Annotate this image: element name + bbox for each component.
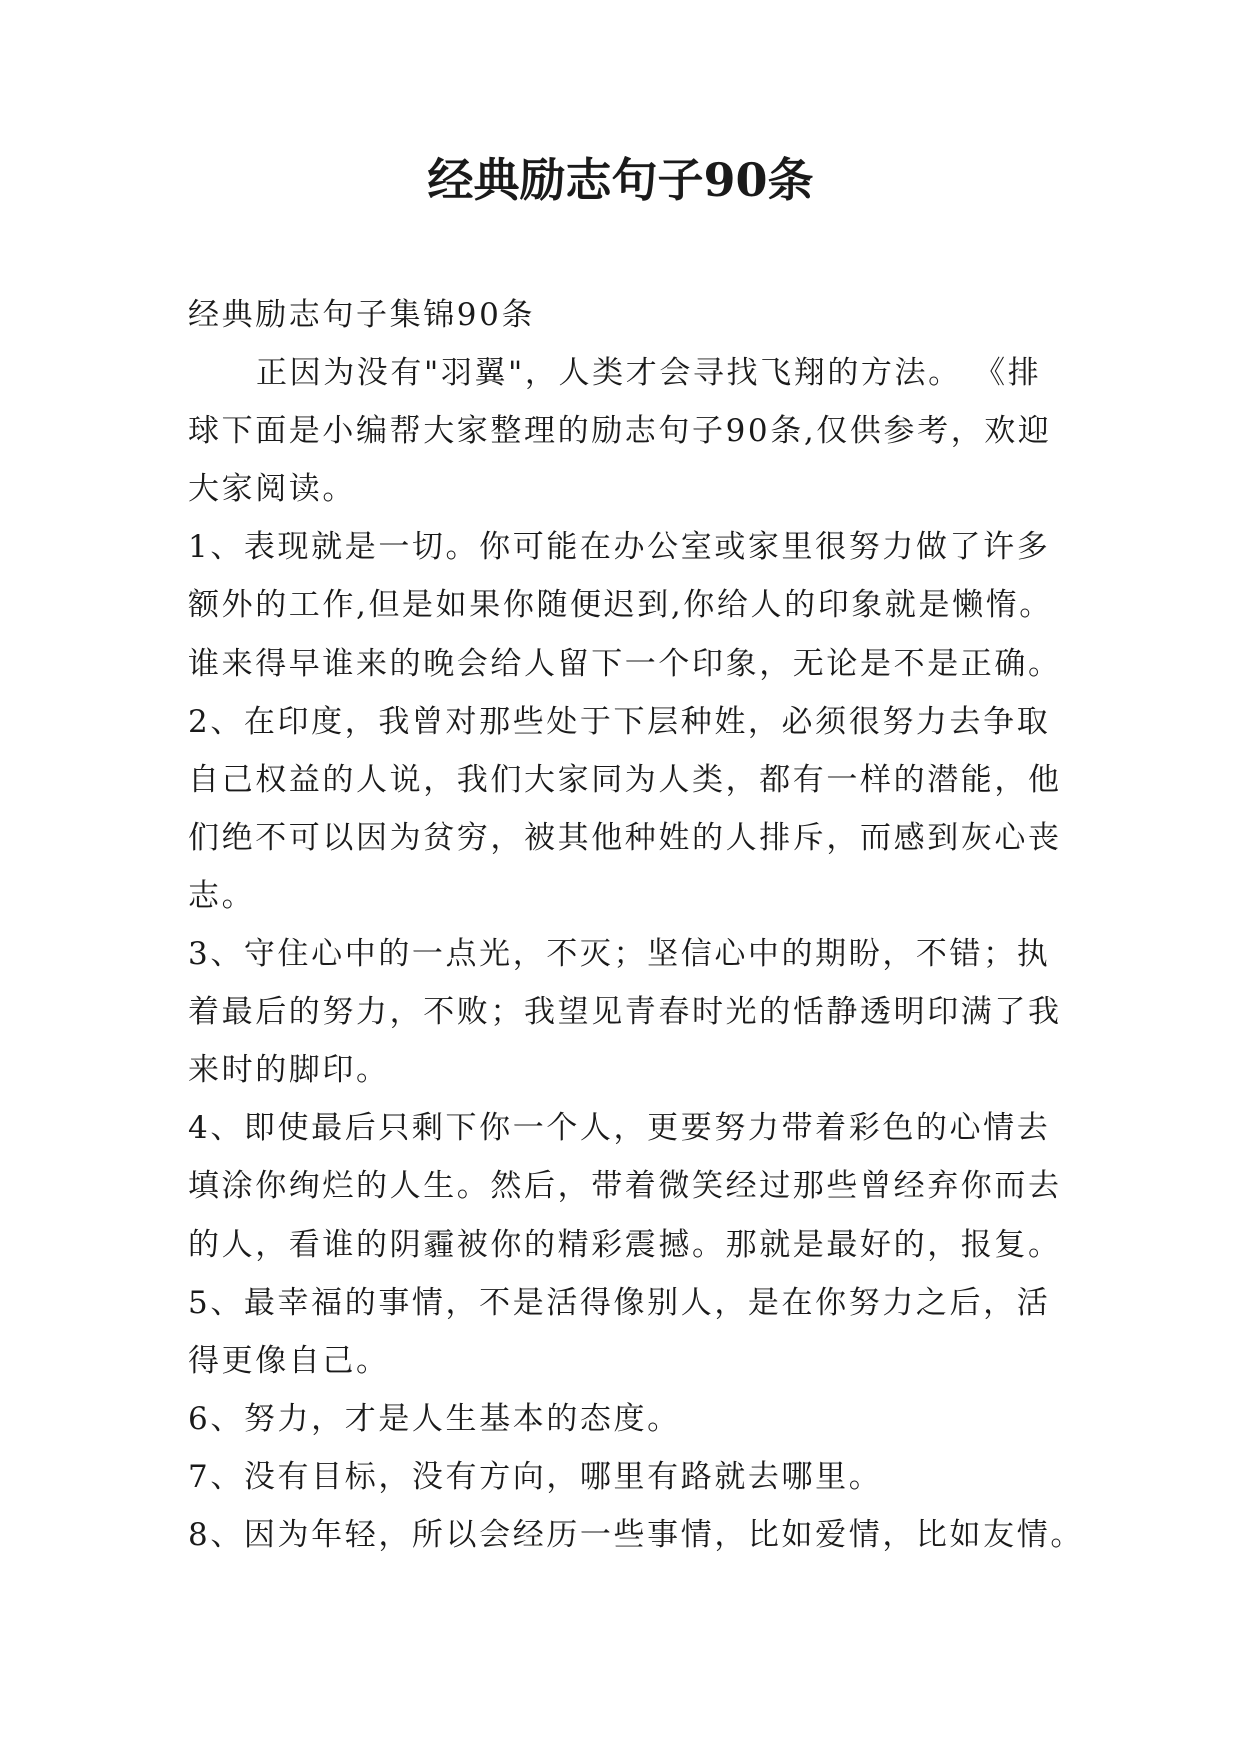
- paragraph-line: 正因为没有"羽翼"，人类才会寻找飞翔的方法。 《排: [256, 355, 1042, 392]
- paragraph-line: 着最后的努力，不败；我望见青春时光的恬静透明印满了我: [188, 994, 1062, 1031]
- paragraph-line: 填涂你绚烂的人生。然后，带着微笑经过那些曾经弃你而去: [188, 1168, 1062, 1205]
- paragraph-line: 7、没有目标，没有方向，哪里有路就去哪里。: [188, 1458, 883, 1495]
- paragraph-line: 6、努力，才是人生基本的态度。: [188, 1400, 681, 1437]
- paragraph-line: 1、表现就是一切。你可能在办公室或家里很努力做了许多: [188, 529, 1051, 566]
- paragraph-line: 5、最幸福的事情，不是活得像别人，是在你努力之后，活: [188, 1284, 1051, 1321]
- paragraph-line: 额外的工作,但是如果你随便迟到,你给人的印象就是懒惰。: [188, 587, 1053, 624]
- subtitle-line: 经典励志句子集锦90条: [188, 297, 536, 333]
- paragraph-line: 的人，看谁的阴霾被你的精彩震撼。那就是最好的，报复。: [188, 1226, 1062, 1263]
- paragraph-line: 2、在印度，我曾对那些处于下层种姓，必须很努力去争取: [188, 703, 1051, 740]
- paragraph-line: 志。: [188, 877, 256, 914]
- paragraph-line: 来时的脚印。: [188, 1052, 390, 1089]
- paragraph-line: 谁来得早谁来的晚会给人留下一个印象，无论是不是正确。: [188, 645, 1062, 682]
- paragraph-line: 4、即使最后只剩下你一个人，更要努力带着彩色的心情去: [188, 1110, 1051, 1147]
- document-title: 经典励志句子90条: [427, 153, 814, 207]
- paragraph-line: 球下面是小编帮大家整理的励志句子90条,仅供参考，欢迎: [188, 413, 1052, 450]
- paragraph-line: 3、守住心中的一点光，不灭；坚信心中的期盼，不错；执: [188, 936, 1051, 973]
- paragraph-line: 8、因为年轻，所以会经历一些事情，比如爱情，比如友情。: [188, 1516, 1084, 1553]
- paragraph-line: 得更像自己。: [188, 1342, 390, 1379]
- paragraph-line: 们绝不可以因为贫穷，被其他种姓的人排斥，而感到灰心丧: [188, 819, 1062, 856]
- paragraph-line: 大家阅读。: [188, 471, 356, 508]
- paragraph-line: 自己权益的人说，我们大家同为人类，都有一样的潜能，他: [188, 761, 1062, 798]
- document-body: [188, 286, 1084, 1564]
